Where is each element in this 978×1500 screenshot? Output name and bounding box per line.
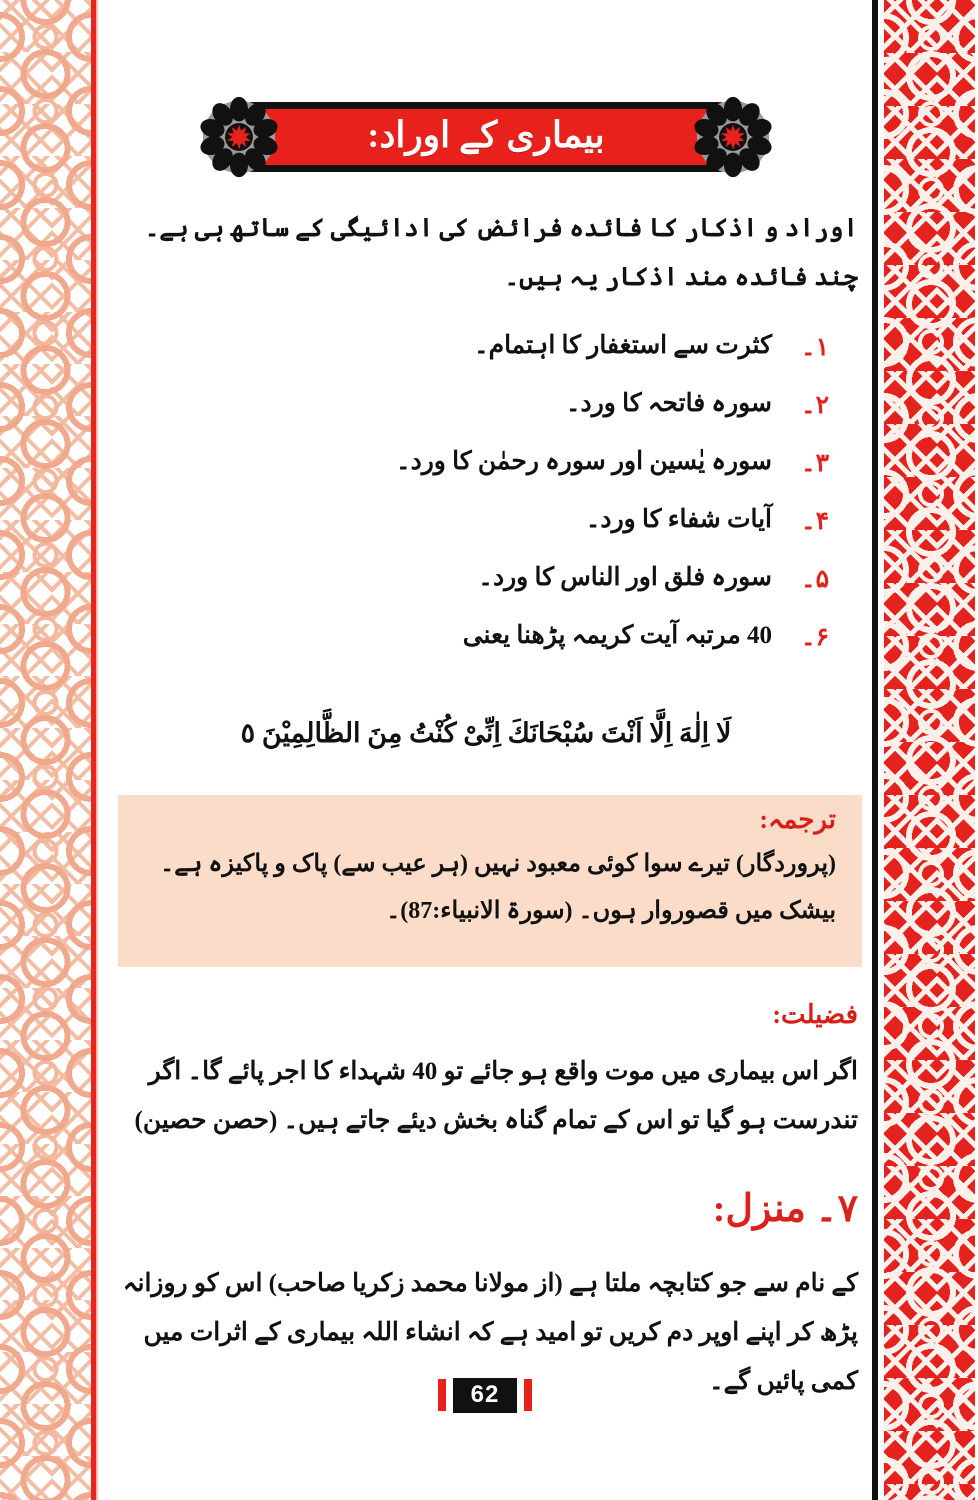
- page-title: بیماری کے اوراد:: [367, 114, 605, 155]
- list-item: [114, 328, 858, 376]
- list-item-label: سورہ فلق اور الناس کا ورد۔: [478, 564, 772, 591]
- star-rosette-icon-right: [692, 96, 774, 178]
- translation-label: ترجمہ:: [759, 805, 836, 834]
- list-item-number: ۳۔: [800, 450, 830, 477]
- awraad-list: [114, 328, 858, 676]
- page-content: [104, 0, 866, 1500]
- right-border-black-rule: [872, 0, 878, 1500]
- manzil-text: کے نام سے جو کتابچہ ملتا ہے (از مولانا محمد زکریا صاحب) اس کو روزانہ پڑھ کر اپنے اوپر دم کریں تو امید ہے کہ انشاء اللہ بیماری کے اثرات میں کمی پائیں گے۔: [122, 1270, 858, 1395]
- list-item-label: کثرت سے استغفار کا اہتمام۔: [473, 332, 772, 359]
- arabic-verse: لَا اِلٰهَ اِلَّا اَنْتَ سُبْحَانَكَ اِنِّیْ كُنْتُ مِنَ الظَّالِمِیْنَ ٥: [240, 718, 732, 748]
- left-ornamental-border: [0, 0, 91, 1500]
- list-item: [114, 560, 858, 608]
- page-number: 62: [453, 1378, 518, 1413]
- list-item: [114, 618, 858, 666]
- intro-paragraph: اوراد و اذکار کا فائدہ فرائض کی ادائیگی کے ساتھ ہی ہے۔ چند فائدہ مند اذکار یہ ہیں۔: [144, 215, 858, 291]
- list-item: [114, 386, 858, 434]
- page-number-footer: [104, 1378, 866, 1413]
- list-item-number: ۱۔: [800, 334, 830, 361]
- page-number-bar-left: [438, 1379, 446, 1411]
- list-item: [114, 502, 858, 550]
- title-banner: [220, 96, 752, 178]
- left-border-accent-rule: [96, 0, 98, 1500]
- list-item-label: آیات شفاء کا ورد۔: [585, 506, 772, 533]
- translation-text: (پروردگار) تیرے سوا کوئی معبود نہیں (ہر عیب سے) پاک و پاکیزہ ہے۔ بیشک میں قصوروار ہوں۔ (سورۃ الانبیاء:87)۔: [160, 851, 836, 924]
- list-item: [114, 444, 858, 492]
- page-number-bar-right: [524, 1379, 532, 1411]
- list-item-label: سورہ فاتحہ کا ورد۔: [565, 390, 772, 417]
- translation-box: [118, 795, 862, 967]
- list-item-label: سورہ یٰسین اور سورہ رحمٰن کا ورد۔: [395, 448, 772, 475]
- list-item-label: 40 مرتبہ آیت کریمہ پڑھنا یعنی: [462, 622, 772, 649]
- virtue-text: اگر اس بیماری میں موت واقع ہو جائے تو 40 شہداء کا اجر پائے گا۔ اگر تندرست ہو گیا تو اس کے تمام گناہ بخش دیئے جاتے ہیں۔ (حصن حصین): [134, 1058, 858, 1134]
- list-item-number: ۶۔: [800, 624, 830, 651]
- list-item-number: ۴۔: [800, 508, 830, 535]
- virtue-label: فضیلت:: [772, 1000, 858, 1029]
- right-ornamental-border: [884, 0, 978, 1500]
- manzil-heading: ۷۔ منزل:: [712, 1188, 858, 1230]
- star-rosette-icon-left: [198, 96, 280, 178]
- list-item-number: ۲۔: [800, 392, 830, 419]
- list-item-number: ۵۔: [800, 566, 830, 593]
